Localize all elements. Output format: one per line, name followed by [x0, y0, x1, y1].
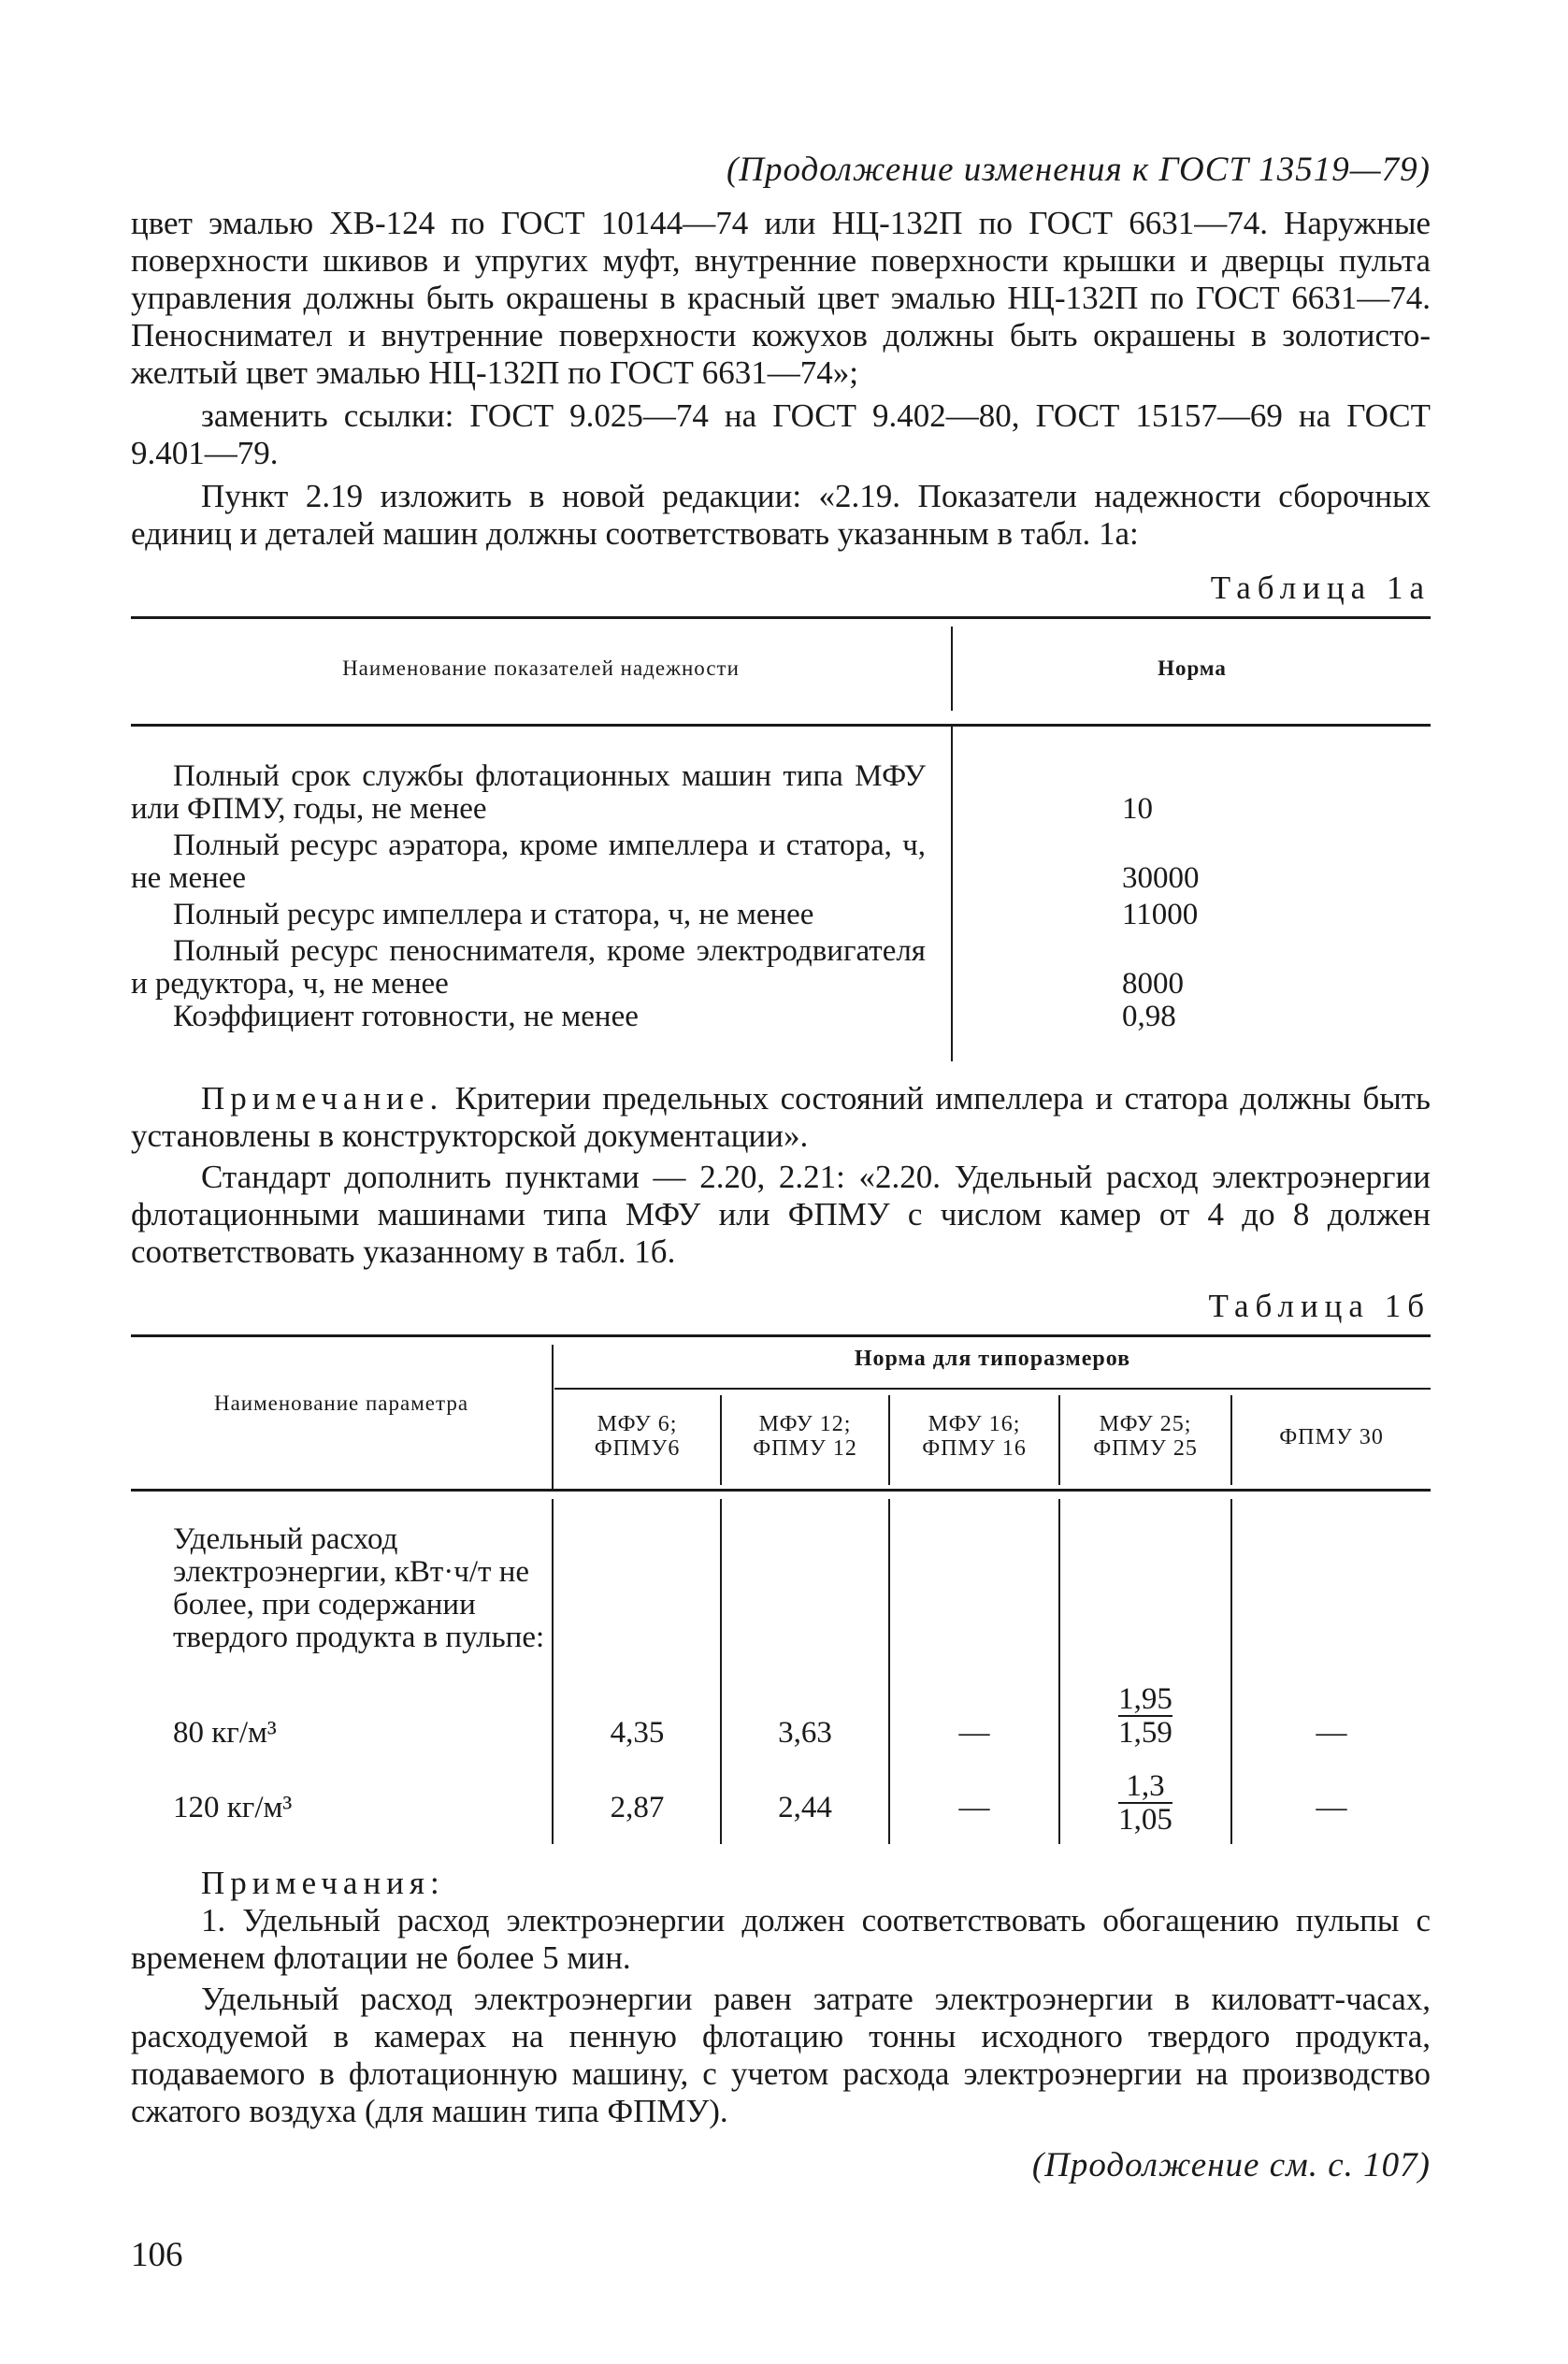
table-row	[131, 899, 1431, 931]
table-1a-col2-header: Норма	[1158, 656, 1227, 680]
size-label: МФУ 16;	[928, 1412, 1021, 1436]
size-label: МФУ 6;	[597, 1412, 678, 1436]
paragraph-4: Стандарт дополнить пунктами — 2.20, 2.21: «2.20. Удельный расход электроэнергии флотационными машинами типа МФУ или ФПМУ с числом камер от 4 до 8 должен соответствовать указанному в табл. 1б.	[131, 1159, 1431, 1270]
table-1b-body	[131, 1492, 1431, 1852]
table-row	[131, 760, 1431, 826]
size-label: ФПМУ6	[594, 1436, 681, 1461]
size-label: МФУ 12;	[758, 1412, 852, 1436]
notes-2-item-1: 1. Удельный расход электроэнергии должен соответствовать обогащению пульпы с временем флотации не более 5 мин.	[131, 1902, 1431, 1976]
cell-120-mfu25	[1060, 1770, 1230, 1838]
cell-120-mfu12: 2,44	[778, 1791, 832, 1824]
note-1	[131, 1080, 1431, 1155]
table-1a-caption: Таблица 1а	[1210, 569, 1431, 606]
row-value: 11000	[1122, 898, 1199, 931]
notes-2-label: Примечания:	[201, 1865, 445, 1901]
size-label: ФПМУ 25	[1093, 1436, 1198, 1461]
table-1a-divider	[951, 627, 953, 711]
size-label: ФПМУ 12	[753, 1436, 857, 1461]
size-header-mfu12	[722, 1395, 888, 1485]
size-label: МФУ 25;	[1099, 1412, 1192, 1436]
frac-den: 1,05	[1118, 1803, 1172, 1837]
size-label: ФПМУ 16	[922, 1436, 1027, 1461]
cell-80-mfu16: —	[958, 1716, 990, 1750]
param-name: Удельный расход электроэнергии, кВт·ч/т не более, при содержании твердого продукта в пульпе:	[173, 1522, 545, 1654]
row-name: Полный ресурс импеллера и статора, ч, не менее	[173, 898, 814, 931]
size-header-mfu6	[554, 1395, 720, 1485]
cell-80-fpmu30: —	[1316, 1716, 1347, 1750]
row-80-label: 80 кг/м³	[173, 1716, 277, 1750]
paragraph-2: заменить ссылки: ГОСТ 9.025—74 на ГОСТ 9.402—80, ГОСТ 15157—69 на ГОСТ 9.401—79.	[131, 397, 1431, 471]
table-1b-param-header: Наименование параметра	[213, 1391, 469, 1415]
table-1a-body	[131, 727, 1431, 1061]
row-name: Полный срок службы флотационных машин типа МФУ или ФПМУ, годы, не менее	[131, 759, 926, 826]
table-1b	[131, 1334, 1431, 1852]
note-1-label: Примечание.	[201, 1080, 444, 1117]
page-number: 106	[131, 2236, 183, 2274]
document-page	[131, 150, 1431, 2185]
frac-num: 1,3	[1126, 1769, 1165, 1803]
cell-120-mfu6: 2,87	[610, 1791, 665, 1824]
size-header-mfu16	[890, 1395, 1058, 1485]
cell-80-mfu12: 3,63	[778, 1716, 832, 1750]
size-label: ФПМУ 30	[1279, 1425, 1384, 1449]
row-name: Коэффициент готовности, не менее	[173, 1000, 639, 1033]
table-row	[131, 829, 1431, 895]
table-row	[131, 1001, 1431, 1033]
table-1b-group-header: Норма для типоразмеров	[554, 1347, 1431, 1390]
table-1a-header	[131, 619, 1431, 727]
row-value: 8000	[1122, 967, 1184, 1001]
table-1b-divider	[552, 1345, 554, 1489]
cell-120-mfu16: —	[958, 1791, 990, 1824]
row-name: Полный ресурс аэратора, кроме импеллера и статора, ч, не менее	[131, 829, 926, 895]
table-1b-header	[131, 1337, 1431, 1492]
row-name: Полный ресурс пеноснимателя, кроме электродвигателя и редуктора, ч, не менее	[131, 934, 926, 1001]
paragraph-3: Пункт 2.19 изложить в новой редакции: «2.19. Показатели надежности сборочных единиц и деталей машин должны соответствовать указанным в табл. 1а:	[131, 478, 1431, 552]
size-header-mfu25	[1060, 1395, 1230, 1485]
continuation-footer: (Продолжение см. с. 107)	[1031, 2146, 1431, 2184]
notes-2-item-2: Удельный расход электроэнергии равен затрате электроэнергии в киловатт-часах, расходуемой в камерах на пенную флотацию тонны исходного твердого продукта, подаваемого в флотационную машину, с учетом расхода электроэнергии на производство сжатого воздуха (для машин типа ФПМУ).	[131, 1981, 1431, 2129]
cell-80-mfu6: 4,35	[610, 1716, 665, 1750]
frac-den: 1,59	[1118, 1716, 1172, 1750]
paragraph-1: цвет эмалью ХВ-124 по ГОСТ 10144—74 или НЦ-132П по ГОСТ 6631—74. Наружные поверхности шкивов и упругих муфт, внутренние поверхности крышки и дверцы пульта управления должны быть окрашены в красный цвет эмалью НЦ-132П по ГОСТ 6631—74. Пеноснимател и внутренние поверхности кожухов должны быть окрашены в золотисто-желтый цвет эмалью НЦ-132П по ГОСТ 6631—74»;	[131, 205, 1431, 391]
row-value: 0,98	[1122, 1000, 1176, 1033]
row-value: 10	[1122, 792, 1153, 826]
row-120-label: 120 кг/м³	[173, 1791, 293, 1824]
cell-120-fpmu30: —	[1316, 1791, 1347, 1824]
table-1a-col1-header: Наименование показателей надежности	[342, 656, 740, 680]
note-1-text: Критерии предельных состояний импеллера и статора должны быть установлены в конструкторской документации».	[131, 1080, 1431, 1154]
row-value: 30000	[1122, 861, 1200, 895]
col-divider	[552, 1499, 554, 1844]
table-row	[131, 935, 1431, 1001]
table-1b-caption: Таблица 1б	[1208, 1288, 1431, 1324]
cell-80-mfu25	[1060, 1683, 1230, 1751]
size-header-fpmu30	[1232, 1395, 1431, 1485]
continuation-header: (Продолжение изменения к ГОСТ 13519—79)	[726, 151, 1431, 189]
table-1a	[131, 616, 1431, 1061]
frac-num: 1,95	[1118, 1682, 1172, 1716]
